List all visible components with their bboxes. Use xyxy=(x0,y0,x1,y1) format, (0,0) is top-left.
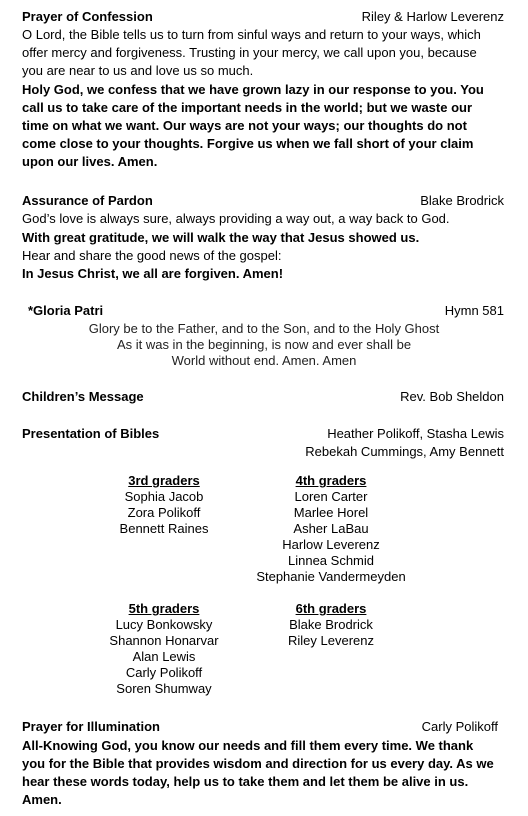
confession-people-line: Holy God, we confess that we have grown lazy in our response to you. You xyxy=(22,82,484,97)
list-item: Carly Polikoff xyxy=(125,665,203,680)
list-item: Zora Polikoff xyxy=(127,505,201,520)
list-item: Lucy Bonkowsky xyxy=(115,617,213,632)
childrens-message-leader: Rev. Bob Sheldon xyxy=(400,389,504,404)
pardon-line: God’s love is always sure, always providing a way out, a way back to God. xyxy=(22,211,450,226)
illumination-line: Amen. xyxy=(22,792,62,807)
illumination-line: you for the Bible that provides wisdom and direction for us every day. As we xyxy=(22,756,494,771)
list-item: Alan Lewis xyxy=(132,649,196,664)
confession-leader-line: offer mercy and forgiveness. Trusting in your mercy, we call upon you, because xyxy=(22,45,477,60)
list-item: Sophia Jacob xyxy=(124,489,204,504)
list-item: Loren Carter xyxy=(294,489,368,504)
illumination-leader: Carly Polikoff xyxy=(421,719,498,734)
grade4-heading: 4th graders xyxy=(295,473,367,488)
pardon-response: In Jesus Christ, we all are forgiven. Amen! xyxy=(22,266,284,281)
list-item: Stephanie Vandermeyden xyxy=(256,569,406,584)
grade5-list xyxy=(94,601,234,697)
list-item: Marlee Horel xyxy=(293,505,369,520)
illumination-line: All-Knowing God, you know our needs and fill them every time. We thank xyxy=(22,738,474,753)
confession-leader: Riley & Harlow Leverenz xyxy=(361,9,504,24)
confession-people-line: come close to your thoughts. Forgive us when we fall short of your claim xyxy=(22,136,474,151)
confession-leader-line: O Lord, the Bible tells us to turn from sinful ways and return to your ways, which xyxy=(22,27,481,42)
list-item: Harlow Leverenz xyxy=(282,537,380,552)
list-item: Soren Shumway xyxy=(116,681,212,696)
confession-title: Prayer of Confession xyxy=(22,9,153,24)
illumination-title: Prayer for Illumination xyxy=(22,719,160,734)
list-item: Bennett Raines xyxy=(119,521,209,536)
gloria-line: Glory be to the Father, and to the Son, and to the Holy Ghost xyxy=(88,321,440,336)
confession-people-line: call us to take care of the important needs in the world; but we waste our xyxy=(22,100,473,115)
list-item: Riley Leverenz xyxy=(288,633,374,648)
gloria-line: As it was in the beginning, is now and ever shall be xyxy=(116,337,412,352)
bibles-leaders: Heather Polikoff, Stasha Lewis xyxy=(327,426,504,441)
grade3-heading: 3rd graders xyxy=(128,473,200,488)
confession-people-line: time on what we want. Our ways are not your ways; our thoughts do not xyxy=(22,118,467,133)
grade6-heading: 6th graders xyxy=(295,601,367,616)
list-item: Shannon Honarvar xyxy=(109,633,219,648)
grade3-list xyxy=(104,473,224,537)
illumination-line: hear these words today, help us to take them and let them be alive in us. xyxy=(22,774,469,789)
list-item: Asher LaBau xyxy=(293,521,369,536)
grade4-list xyxy=(246,473,416,585)
gloria-hymn: Hymn 581 xyxy=(444,303,504,318)
pardon-leader: Blake Brodrick xyxy=(420,193,504,208)
confession-people-line: upon our lives. Amen. xyxy=(22,154,158,169)
pardon-response: With great gratitude, we will walk the way that Jesus showed us. xyxy=(22,230,420,245)
gloria-title: *Gloria Patri xyxy=(28,303,104,318)
childrens-message-title: Children’s Message xyxy=(22,389,144,404)
grade5-heading: 5th graders xyxy=(128,601,200,616)
bibles-title: Presentation of Bibles xyxy=(22,426,160,441)
pardon-title: Assurance of Pardon xyxy=(22,193,153,208)
list-item: Linnea Schmid xyxy=(288,553,374,568)
grade6-list xyxy=(271,601,391,649)
bibles-leaders: Rebekah Cummings, Amy Bennett xyxy=(305,444,504,459)
gloria-line: World without end. Amen. Amen xyxy=(171,353,357,368)
confession-leader-line: you are near to us and love us so much. xyxy=(22,63,254,78)
list-item: Blake Brodrick xyxy=(289,617,373,632)
pardon-line: Hear and share the good news of the gospel: xyxy=(22,248,282,263)
